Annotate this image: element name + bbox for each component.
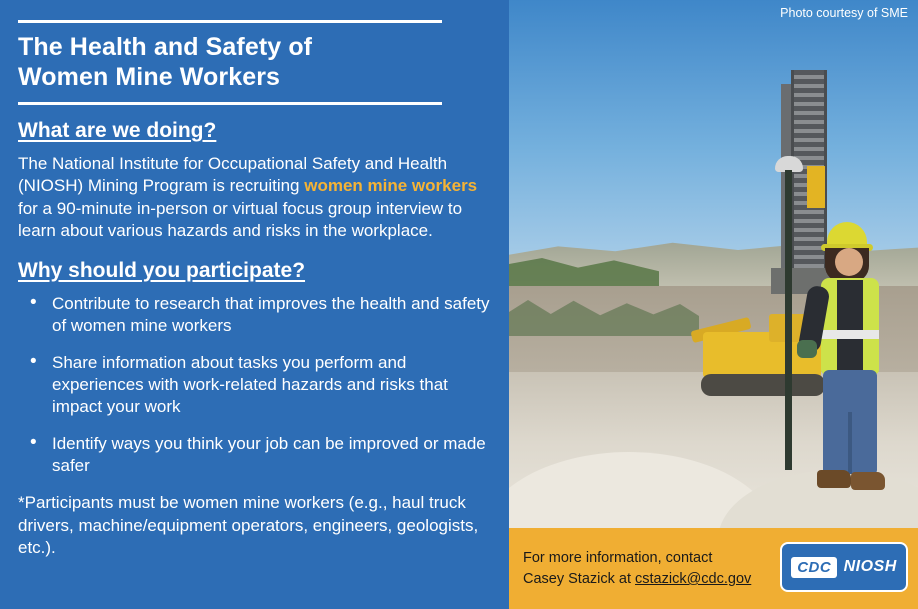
worker-face [835, 248, 863, 276]
contact-footer [509, 528, 918, 609]
page-title-line2: Women Mine Workers [18, 62, 281, 91]
contact-email-link[interactable]: cstazick@cdc.gov [635, 571, 752, 588]
work-boot-right [851, 472, 885, 490]
vest-reflective-stripe [821, 330, 879, 339]
jeans-leg-seam [848, 412, 852, 474]
intro-paragraph-highlight: women mine workers [304, 176, 478, 196]
intro-paragraph [18, 153, 495, 243]
contact-line-1: For more information, contact [523, 550, 713, 566]
page-title-line1: The Health and Safety of [18, 33, 313, 61]
page-title [18, 33, 495, 92]
list-item: • Share information about tasks you perform and experiences with work-related hazards and risks that impact your work [24, 352, 495, 418]
worker-figure [797, 222, 907, 522]
section-heading-why-participate: Why should you participate? [18, 258, 306, 282]
photo-credit: Photo courtesy of SME [780, 6, 908, 20]
contact-name: Casey Stazick at [523, 571, 636, 588]
drill-rig-yellow-panel [807, 166, 825, 208]
section-heading-what-are-we-doing: What are we doing? [18, 119, 217, 142]
worker-shirt [837, 280, 863, 372]
work-glove [797, 340, 817, 358]
benefits-list [16, 293, 495, 478]
mine-worker-photo [509, 0, 918, 528]
list-item: • Contribute to research that improves the health and safety of women mine workers [24, 293, 495, 337]
survey-pole [785, 170, 792, 470]
intro-paragraph-part1: The National Institute for Occupational Safety and Health (NIOSH) Mining Program is recruiting [18, 154, 448, 196]
cdc-niosh-logo [780, 542, 908, 592]
contact-line-2 [523, 569, 773, 590]
work-boot-left [817, 470, 851, 488]
title-top-rule [18, 20, 442, 23]
title-bottom-rule [18, 102, 442, 105]
intro-paragraph-part2: for a 90-minute in-person or virtual focus group interview to learn about various hazards and risks in the workplace. [18, 198, 463, 241]
contact-text [523, 548, 773, 590]
eligibility-footnote: *Participants must be women mine workers (e.g., haul truck drivers, machine/equipment operators, engineers, geologists, etc.). [18, 493, 479, 558]
cdc-logo-text: CDC [791, 557, 837, 578]
list-item: • Identify ways you think your job can be improved or made safer [24, 433, 495, 477]
niosh-logo-text: NIOSH [843, 558, 897, 575]
